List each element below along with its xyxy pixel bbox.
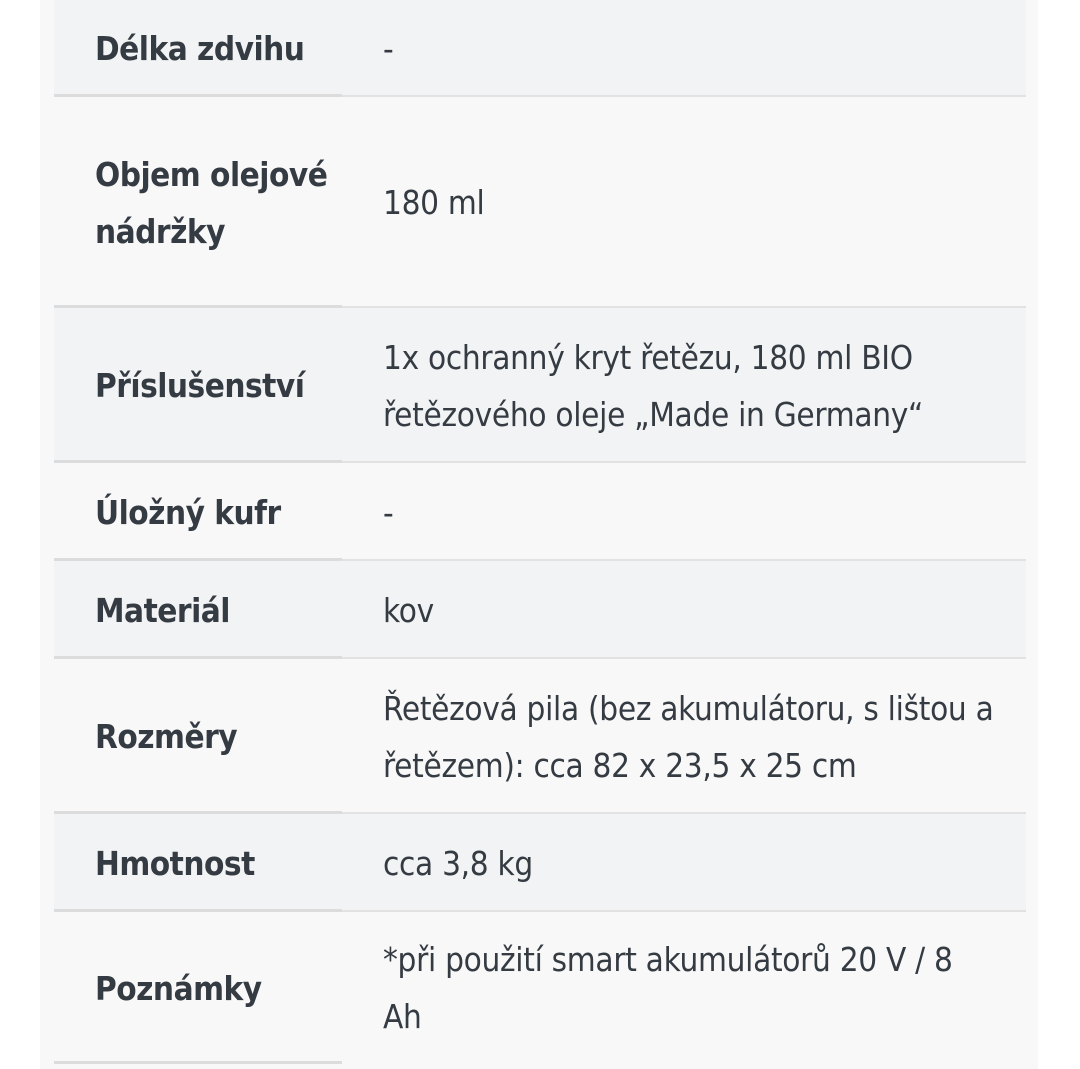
spec-value: - bbox=[383, 492, 394, 532]
spec-label: Délka zdvihu bbox=[95, 29, 305, 68]
spec-row bbox=[54, 463, 1026, 561]
row-divider bbox=[54, 1061, 342, 1064]
spec-table bbox=[54, 0, 1026, 1064]
spec-label: Rozměry bbox=[95, 717, 238, 756]
spec-value: 1x ochranný kryt řetězu, 180 ml BIO řetězového oleje „Made in Germany“ bbox=[383, 337, 924, 434]
spec-value: kov bbox=[383, 590, 434, 630]
spec-value: Řetězová pila (bez akumulátoru, s lištou a řetězem): cca 82 x 23,5 x 25 cm bbox=[383, 688, 994, 785]
spec-value: - bbox=[383, 29, 394, 68]
spec-label: Hmotnost bbox=[95, 843, 255, 883]
spec-label: Poznámky bbox=[95, 968, 262, 1008]
spec-label: Objem olejové nádržky bbox=[95, 154, 328, 251]
spec-value: cca 3,8 kg bbox=[383, 843, 533, 883]
spec-row bbox=[54, 97, 1026, 308]
spec-label: Úložný kufr bbox=[95, 492, 281, 532]
spec-row bbox=[54, 0, 1026, 97]
spec-label: Příslušenství bbox=[95, 366, 305, 405]
spec-row bbox=[54, 659, 1026, 814]
spec-label: Materiál bbox=[95, 590, 230, 630]
spec-row bbox=[54, 561, 1026, 659]
spec-value: *při použití smart akumulátorů 20 V / 8 Ah bbox=[383, 940, 953, 1036]
spec-row bbox=[54, 912, 1026, 1064]
spec-row bbox=[54, 308, 1026, 463]
spec-value: 180 ml bbox=[383, 183, 485, 222]
spec-row bbox=[54, 814, 1026, 912]
